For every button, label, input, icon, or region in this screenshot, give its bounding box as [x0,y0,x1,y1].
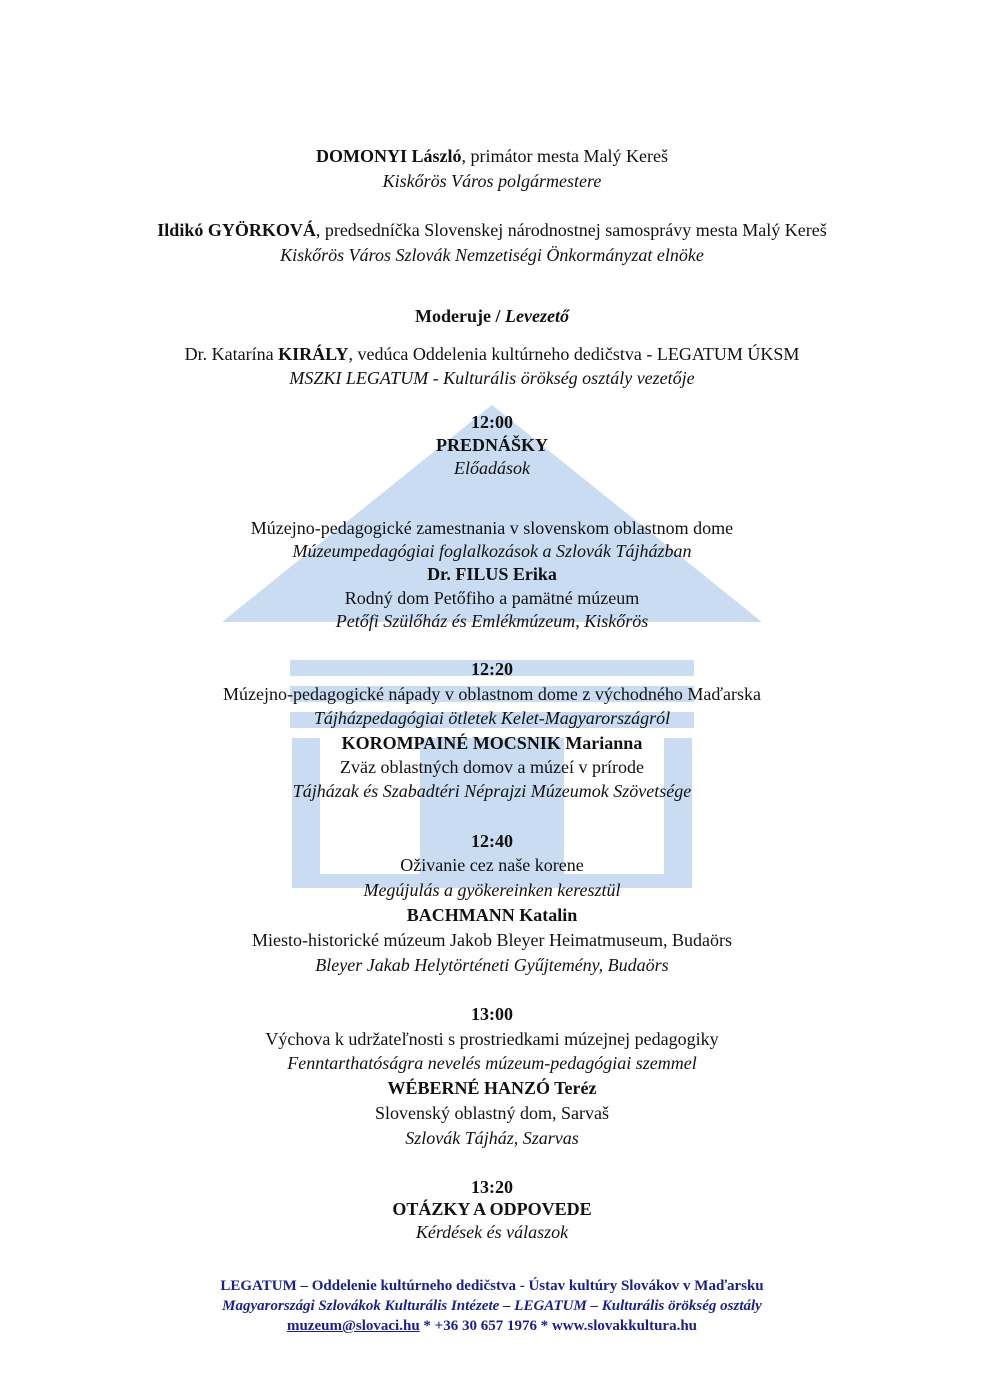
talk-2-title: Múzejno-pedagogické nápady v oblastnom dome z východného Maďarska [223,684,761,704]
qa-title-hu: Kérdések és válaszok [415,1222,569,1242]
talk-1-speaker: Dr. FILUS Erika [427,564,557,584]
moderator-prefix: Dr. Katarína [184,344,279,364]
talk-3-speaker: BACHMANN Katalin [406,905,578,925]
footer-email-link[interactable]: muzeum@slovaci.hu [286,1318,420,1334]
moderator-surname: KIRÁLY [278,344,349,364]
talk-4-speaker: WÉBERNÉ HANZÓ Teréz [387,1078,597,1098]
intro-title-1: , primátor mesta Malý Kereš [461,146,668,166]
moderator-heading [0,304,984,328]
intro-title-2: , predsedníčka Slovenskej národnostnej samosprávy mesta Malý Kereš [315,220,827,240]
footer-line-1: LEGATUM – Oddelenie kultúrneho dedičstva - Ústav kultúry Slovákov v Maďarsku [220,1278,764,1294]
talk-2-title-hu: Tájházpedagógiai ötletek Kelet-Magyarországról [313,708,671,728]
talk-1-org: Rodný dom Petőfiho a pamätné múzeum [344,588,640,608]
talk-2-org: Zväz oblastných domov a múzeí v prírode [340,757,644,777]
lectures-time: 12:00 [471,412,513,432]
qa-title: OTÁZKY A ODPOVEDE [392,1199,592,1219]
talk-4-org: Slovenský oblastný dom, Sarvaš [375,1103,609,1123]
talk-4-org-hu: Szlovák Tájház, Szarvas [405,1128,579,1148]
talk-4-title: Výchova k udržateľnosti s prostriedkami múzejnej pedagogiky [265,1029,719,1049]
lectures-title-hu: Előadások [454,458,530,478]
intro-line-2 [0,218,984,242]
talk-3-title: Oživanie cez naše korene [400,855,584,875]
talk-1-title-hu: Múzeumpedagógiai foglalkozások a Szlovák Tájházban [292,541,692,561]
intro-title-hu-2: Kiskőrös Város Szlovák Nemzetiségi Önkormányzat elnöke [280,245,704,265]
talk-3-org-hu: Bleyer Jakab Helytörténeti Gyűjtemény, Budaörs [315,955,669,975]
intro-line-1 [0,144,984,168]
intro-name-2: Ildikó GYÖRKOVÁ [157,220,316,240]
talk-1-org-hu: Petőfi Szülőház és Emlékmúzeum, Kiskőrös [335,611,649,631]
talk-3-title-hu: Megújulás a gyökereinken keresztül [363,880,621,900]
talk-4-time: 13:00 [471,1004,513,1024]
moderator-heading-hu: Levezető [505,306,569,326]
footer-contact-rest: * +36 30 657 1976 * www.slovakkultura.hu [419,1318,698,1334]
talk-3-org: Miesto-historické múzeum Jakob Bleyer Heimatmuseum, Budaörs [252,930,732,950]
intro-title-hu-1: Kiskőrös Város polgármestere [382,171,602,191]
talk-2-org-hu: Tájházak és Szabadtéri Néprajzi Múzeumok Szövetsége [292,781,692,801]
talk-4-title-hu: Fenntarthatóságra nevelés múzeum-pedagógiai szemmel [287,1053,697,1073]
moderator-heading-sk: Moderuje / [415,306,505,326]
footer-contact [0,1316,984,1336]
talk-2-speaker: KOROMPAINÉ MOCSNIK Marianna [341,733,643,753]
qa-time: 13:20 [471,1177,513,1197]
footer-line-2: Magyarországi Szlovákok Kulturális Intézete – LEGATUM – Kulturális örökség osztály [222,1298,762,1314]
lectures-title: PREDNÁŠKY [435,435,548,455]
moderator-line [0,342,984,366]
intro-name-1: DOMONYI László [316,146,462,166]
moderator-title-hu: MSZKI LEGATUM - Kulturális örökség osztály vezetője [289,368,695,388]
talk-1-title: Múzejno-pedagogické zamestnania v slovenskom oblastnom dome [250,518,734,538]
talk-2-time: 12:20 [471,659,513,679]
talk-3-time: 12:40 [471,831,513,851]
moderator-title: , vedúca Oddelenia kultúrneho dedičstva - LEGATUM ÚKSM [348,344,800,364]
